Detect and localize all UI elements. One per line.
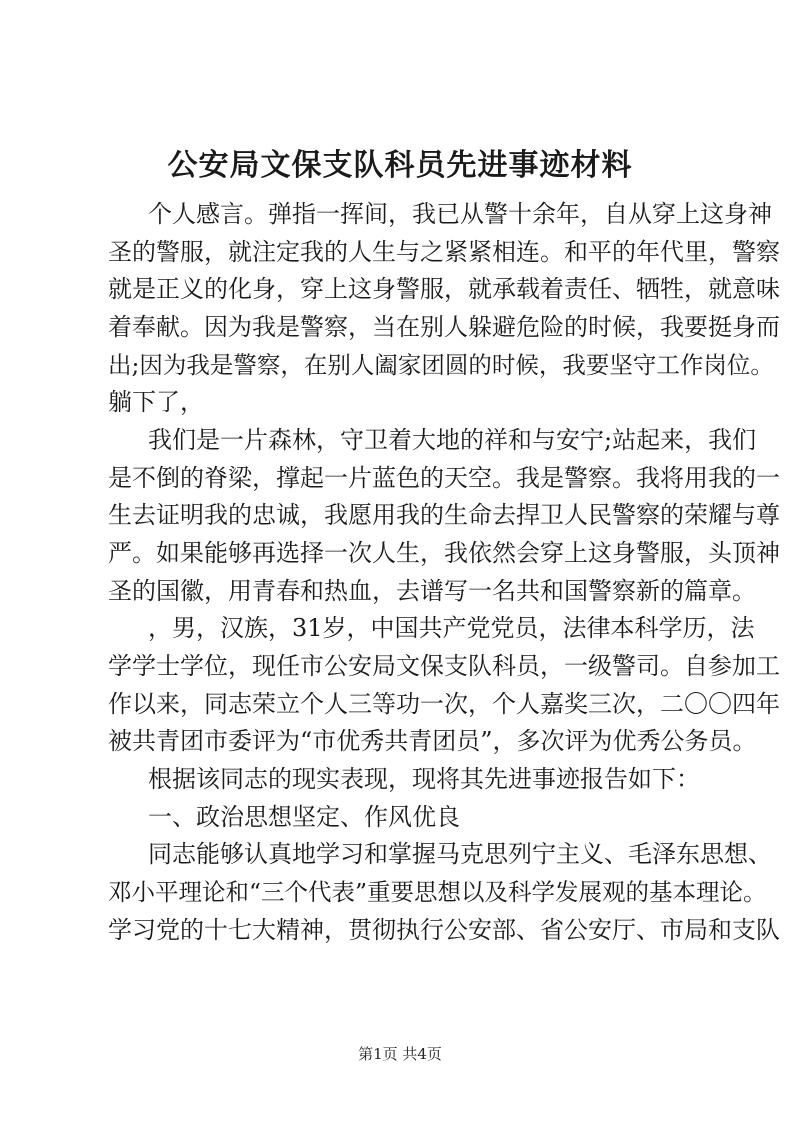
- document-title: 公安局文保支队科员先进事迹材料: [167, 148, 633, 183]
- body-line: 圣的国徽，用青春和热血，去谱写一名共和国警察新的篇章。: [108, 577, 756, 605]
- body-line: 学学士学位，现任市公安局文保支队科员，一级警司。自参加工: [108, 652, 780, 680]
- body-line: ，男，汉族，31岁，中国共产党党员，法律本科学历，法: [148, 614, 755, 642]
- body-line: 严。如果能够再选择一次人生，我依然会穿上这身警服，头顶神: [108, 539, 780, 567]
- body-line: 同志能够认真地学习和掌握马克思列宁主义、毛泽东思想、: [148, 840, 772, 868]
- page-number: 第1页 共4页: [358, 1045, 442, 1063]
- body-line: 就是正义的化身，穿上这身警服，就承载着责任、牺牲，就意味: [108, 275, 780, 303]
- body-line: 我们是一片森林，守卫着大地的祥和与安宁;站起来，我们: [148, 426, 757, 454]
- body-line: 邓小平理论和“三个代表”重要思想以及科学发展观的基本理论。: [108, 878, 767, 906]
- body-line: 是不倒的脊梁，撑起一片蓝色的天空。我是警察。我将用我的一: [108, 464, 780, 492]
- body-line: 学习党的十七大精神，贯彻执行公安部、省公安厅、市局和支队: [108, 916, 780, 944]
- body-line: 圣的警服，就注定我的人生与之紧紧相连。和平的年代里，警察: [108, 238, 780, 266]
- body-line: 躺下了，: [108, 388, 204, 416]
- section-heading: 一、政治思想坚定、作风优良: [148, 803, 460, 831]
- body-line: 个人感言。弹指一挥间，我已从警十余年，自从穿上这身神: [148, 200, 772, 228]
- body-line: 生去证明我的忠诚，我愿用我的生命去捍卫人民警察的荣耀与尊: [108, 501, 780, 529]
- body-line: 被共青团市委评为“市优秀共青团员”，多次评为优秀公务员。: [108, 727, 757, 755]
- body-line: 出;因为我是警察，在别人阖家团圆的时候，我要坚守工作岗位。: [108, 351, 774, 379]
- body-line: 根据该同志的现实表现，现将其先进事迹报告如下：: [148, 765, 700, 793]
- body-line: 作以来，同志荣立个人三等功一次，个人嘉奖三次，二〇〇四年: [108, 690, 780, 718]
- body-line: 着奉献。因为我是警察，当在别人躲避危险的时候，我要挺身而: [108, 313, 780, 341]
